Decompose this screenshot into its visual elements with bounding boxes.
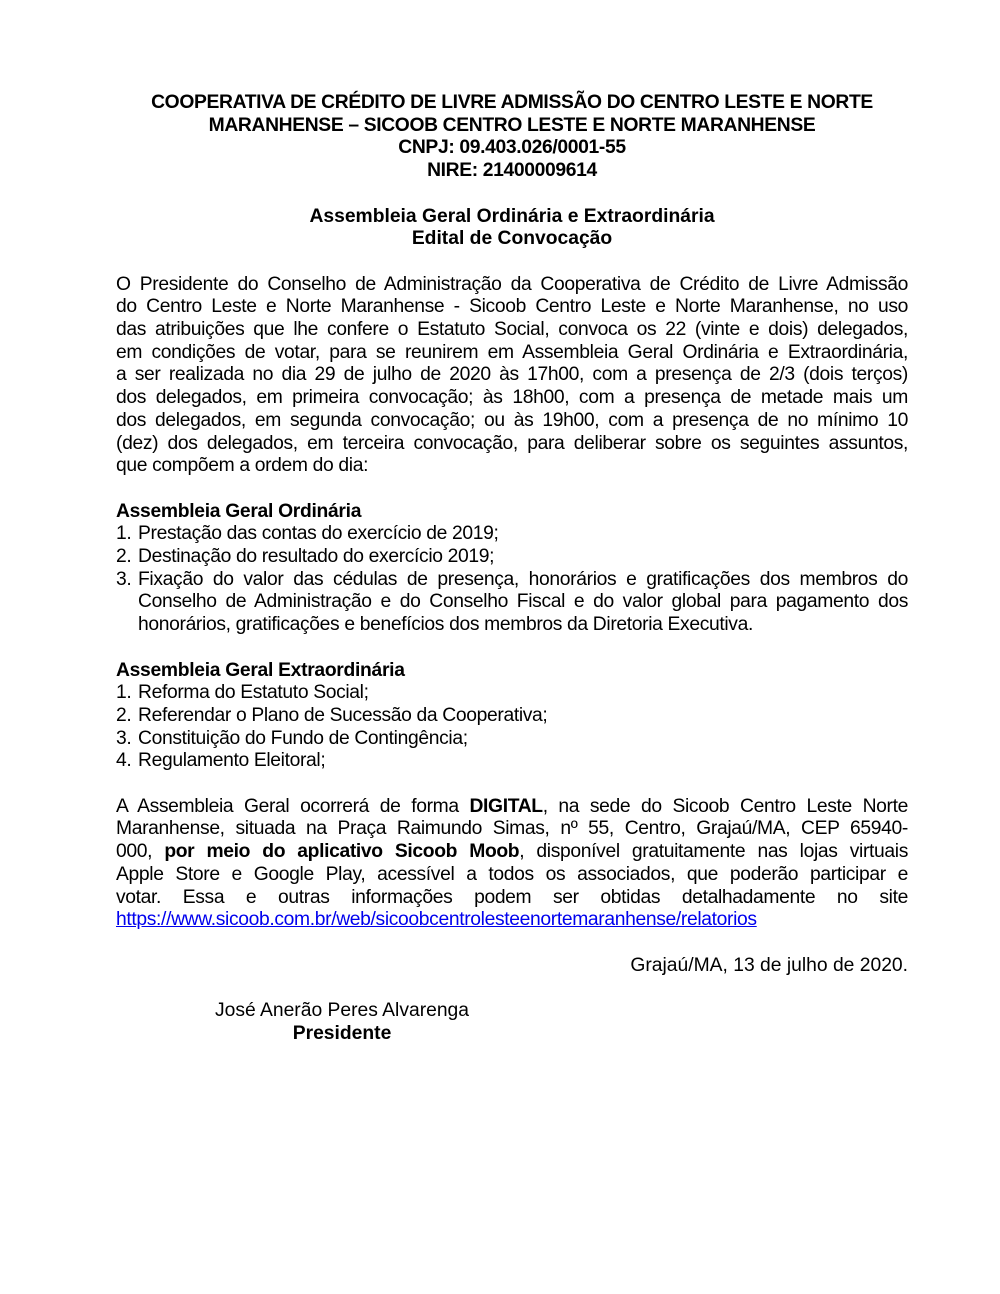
item-number: 3. [116,568,132,590]
intro-line: do Centro Leste e Norte Maranhense - Sicoob Centro Leste e Norte Maranhense, no uso [116,296,908,318]
intro-line: em condições de votar, para se reunirem em Assembleia Geral Ordinária e Extraordinária, [116,341,908,363]
intro-line: dos delegados, em primeira convocação; às 18h00, com a presença de metade mais um [116,387,908,409]
ordinary-assembly-title: Assembleia Geral Ordinária [116,500,362,522]
text-segment: 000, [116,841,165,863]
signatory-role: Presidente [292,1022,392,1044]
org-name-line-1: COOPERATIVA DE CRÉDITO DE LIVRE ADMISSÃO DO CENTRO LESTE E NORTE [151,92,873,113]
item-text [138,569,908,637]
item-text: Regulamento Eleitoral; [138,750,326,772]
date-location: Grajaú/MA, 13 de julho de 2020. [630,954,908,976]
agenda-item [116,569,908,637]
item-number: 4. [116,750,132,772]
organization-header [116,92,908,183]
item-line: Prestação das contas do exercício de 2019; [138,523,499,545]
item-line: honorários, gratificações e benefícios dos membros da Diretoria Executiva. [138,614,753,636]
item-number: 3. [116,727,132,749]
signatory-name: José Anerão Peres Alvarenga [214,1000,470,1022]
digital-emphasis: DIGITAL [469,795,543,817]
paragraph-line [116,841,908,864]
item-number: 2. [116,546,132,568]
notice-title: Edital de Convocação [411,228,613,250]
item-line: Fixação do valor das cédulas de presença, honorários e gratificações dos membros do [138,568,908,590]
reports-link[interactable]: https://www.sicoob.com.br/web/sicoobcentrolesteenortemaranhense/relatorios [116,909,757,931]
intro-paragraph [116,274,908,478]
intro-line: a ser realizada no dia 29 de julho de 2020 às 17h00, com a presença de 2/3 (dois terços) [116,364,908,386]
document-subtitle [116,206,908,251]
text-segment: A Assembleia Geral ocorrerá de forma [116,795,470,817]
document-page [116,92,908,1045]
cnpj: CNPJ: 09.403.026/0001-55 [398,137,626,159]
item-number: 1. [116,682,132,704]
agenda-item [116,705,908,728]
intro-line: que compõem a ordem do dia: [116,455,369,477]
extraordinary-agenda-list [116,682,908,773]
item-text: Referendar o Plano de Sucessão da Cooperativa; [138,704,548,726]
paragraph-line: votar. Essa e outras informações podem ser obtidas detalhadamente no site [116,886,908,908]
signature-block [0,1000,738,1045]
item-line: Destinação do resultado do exercício 2019; [138,546,495,568]
assembly-title: Assembleia Geral Ordinária e Extraordinária [309,205,715,227]
agenda-item [116,546,908,569]
item-text: Reforma do Estatuto Social; [138,682,369,704]
extraordinary-assembly-title: Assembleia Geral Extraordinária [116,659,405,681]
digital-meeting-paragraph [116,796,908,932]
intro-line: dos delegados, em segunda convocação; ou às 19h00, com a presença de no mínimo 10 [116,409,908,431]
item-text [138,523,908,546]
paragraph-line: Apple Store e Google Play, acessível a todos os associados, que poderão participar e [116,863,908,885]
paragraph-line: Maranhense, situada na Praça Raimundo Simas, nº 55, Centro, Grajaú/MA, CEP 65940- [116,818,908,840]
item-number: 1. [116,523,132,545]
agenda-item [116,728,908,751]
org-name-line-2: MARANHENSE – SICOOB CENTRO LESTE E NORTE MARANHENSE [208,114,816,136]
item-text: Constituição do Fundo de Contingência; [138,727,468,749]
paragraph-line [116,796,908,819]
text-segment: , disponível gratuitamente nas lojas virtuais [519,841,908,863]
nire: NIRE: 21400009614 [427,160,597,182]
text-segment: , na sede do Sicoob Centro Leste Norte [542,795,909,817]
item-text [138,546,908,569]
agenda-item [116,750,908,773]
ordinary-agenda-list [116,523,908,637]
intro-line: O Presidente do Conselho de Administração da Cooperativa de Crédito de Livre Admissão [116,273,908,295]
intro-line: (dez) dos delegados, em terceira convocação, para deliberar sobre os seguintes assuntos, [116,432,908,454]
paragraph-line [116,909,908,932]
agenda-item [116,523,908,546]
agenda-item [116,682,908,705]
intro-line: das atribuições que lhe confere o Estatuto Social, convoca os 22 (vinte e dois) delegados, [116,319,908,340]
item-number: 2. [116,704,132,726]
app-emphasis: por meio do aplicativo Sicoob Moob [164,841,520,863]
item-line: Conselho de Administração e do Conselho Fiscal e do valor global para pagamento dos [138,591,908,613]
